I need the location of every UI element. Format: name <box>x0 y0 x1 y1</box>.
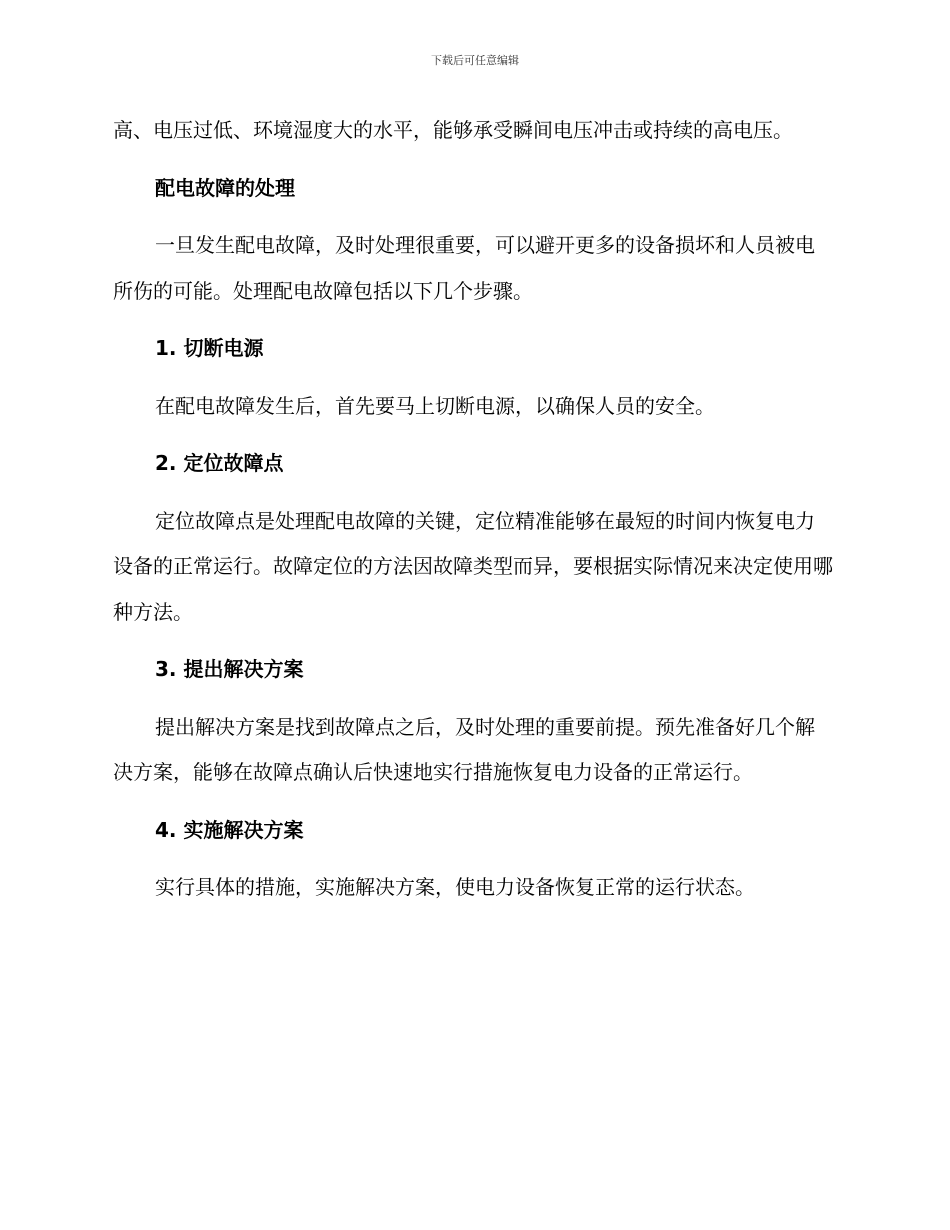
document-body <box>113 108 833 911</box>
step-3-body: 提出解决方案是找到故障点之后，及时处理的重要前提。预先准备好几个解决方案，能够在故障点确认后快速地实行措施恢复电力设备的正常运行。 <box>113 714 815 784</box>
step-1-title: 1. 切断电源 <box>155 336 264 360</box>
step-3-title: 3. 提出解决方案 <box>155 657 304 681</box>
step-4-title: 4. 实施解决方案 <box>155 817 304 842</box>
intro-continuation-paragraph: 高、电压过低、环境湿度大的水平，能够承受瞬间电压冲击或持续的高电压。 <box>113 118 793 142</box>
step-1-body: 在配电故障发生后，首先要马上切断电源，以确保人员的安全。 <box>155 393 715 418</box>
header-note: 下载后可任意编辑 <box>431 54 519 67</box>
section-title: 配电故障的处理 <box>155 175 295 200</box>
step-2-body: 定位故障点是处理配电故障的关键，定位精准能够在最短的时间内恢复电力设备的正常运行。故障定位的方法因故障类型而异，要根据实际情况来决定使用哪种方法。 <box>113 508 833 624</box>
section-intro-paragraph: 一旦发生配电故障，及时处理很重要，可以避开更多的设备损坏和人员被电所伤的可能。处理配电故障包括以下几个步骤。 <box>113 233 815 303</box>
step-2-title: 2. 定位故障点 <box>155 451 284 475</box>
step-4-body: 实行具体的措施，实施解决方案，使电力设备恢复正常的运行状态。 <box>155 875 755 899</box>
